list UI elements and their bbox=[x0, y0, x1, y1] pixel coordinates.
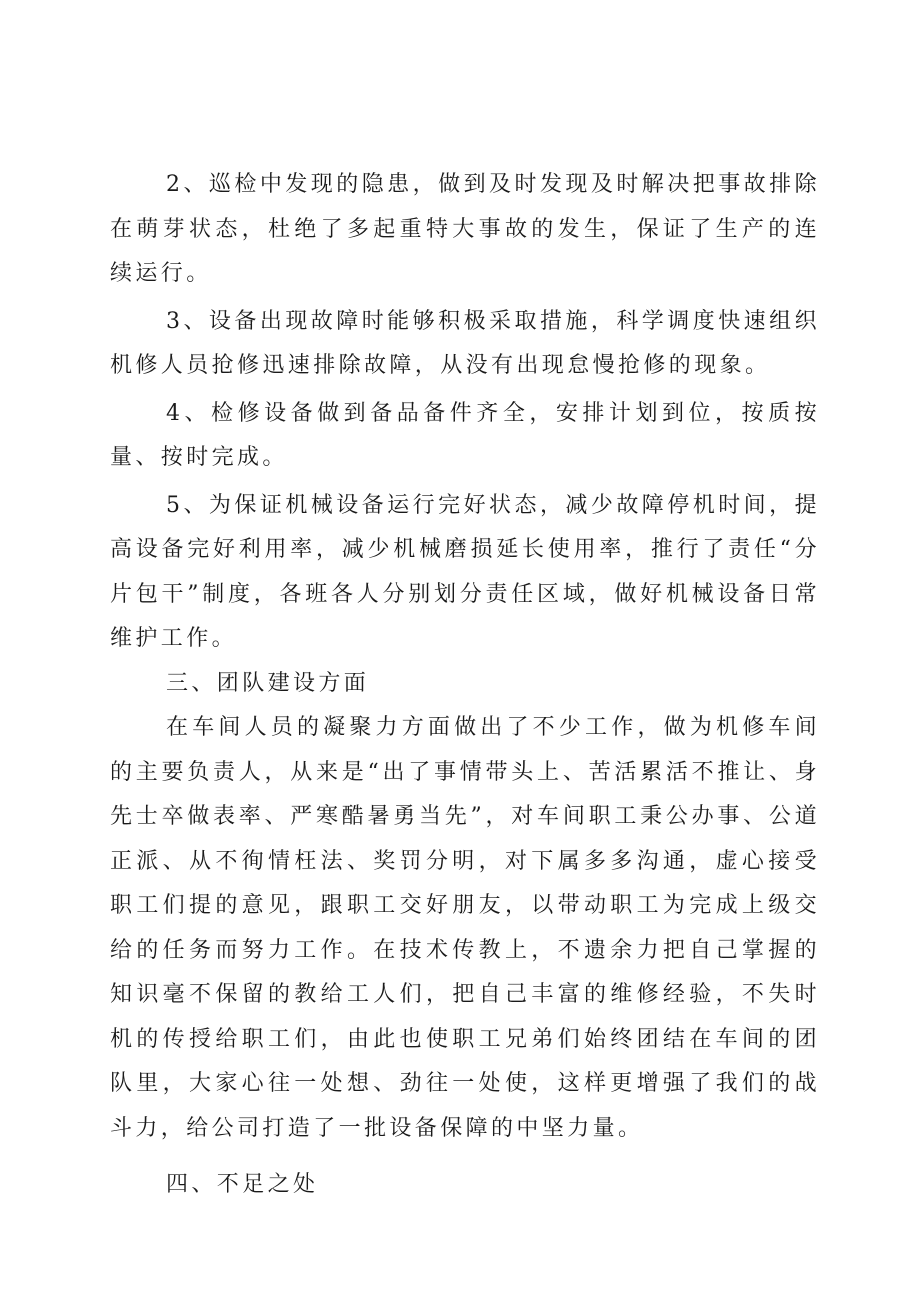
document-page bbox=[110, 163, 820, 1208]
paragraph-item-4: 4、检修设备做到备品备件齐全，安排计划到位，按质按量、按时完成。 bbox=[110, 400, 820, 470]
section-heading-shortcomings: 四、不足之处 bbox=[166, 1172, 319, 1197]
paragraph-item-2: 2、巡检中发现的隐患，做到及时发现及时解决把事故排除在萌芽状态，杜绝了多起重特大事故的发生，保证了生产的连续运行。 bbox=[110, 172, 820, 286]
section-heading-team-building: 三、团队建设方面 bbox=[166, 670, 370, 696]
paragraph-item-5: 5、为保证机械设备运行完好状态，减少故障停机时间，提高设备完好利用率，减少机械磨损延长使用率，推行了责任“分片包干”制度，各班各人分别划分责任区域，做好机械设备日常维护工作。 bbox=[110, 492, 820, 651]
paragraph-item-3: 3、设备出现故障时能够积极采取措施，科学调度快速组织机修人员抢修迅速排除故障，从没有出现怠慢抢修的现象。 bbox=[110, 308, 820, 378]
section-body-team-building: 在车间人员的凝聚力方面做出了不少工作，做为机修车间的主要负责人，从来是“出了事情带头上、苦活累活不推让、身先士卒做表率、严寒酷暑勇当先”，对车间职工秉公办事、公道正派、从不徇情枉法、奖罚分明，对下属多多沟通，虚心接受职工们提的意见，跟职工交好朋友，以带动职工为完成上级交给的任务而努力工作。在技术传教上，不遗余力把自己掌握的知识毫不保留的教给工人们，把自己丰富的维修经验，不失时机的传授给职工们，由此也使职工兄弟们始终团结在车间的团队里，大家心往一处想、劲往一处使，这样更增强了我们的战斗力，给公司打造了一批设备保障的中坚力量。 bbox=[110, 715, 820, 1141]
